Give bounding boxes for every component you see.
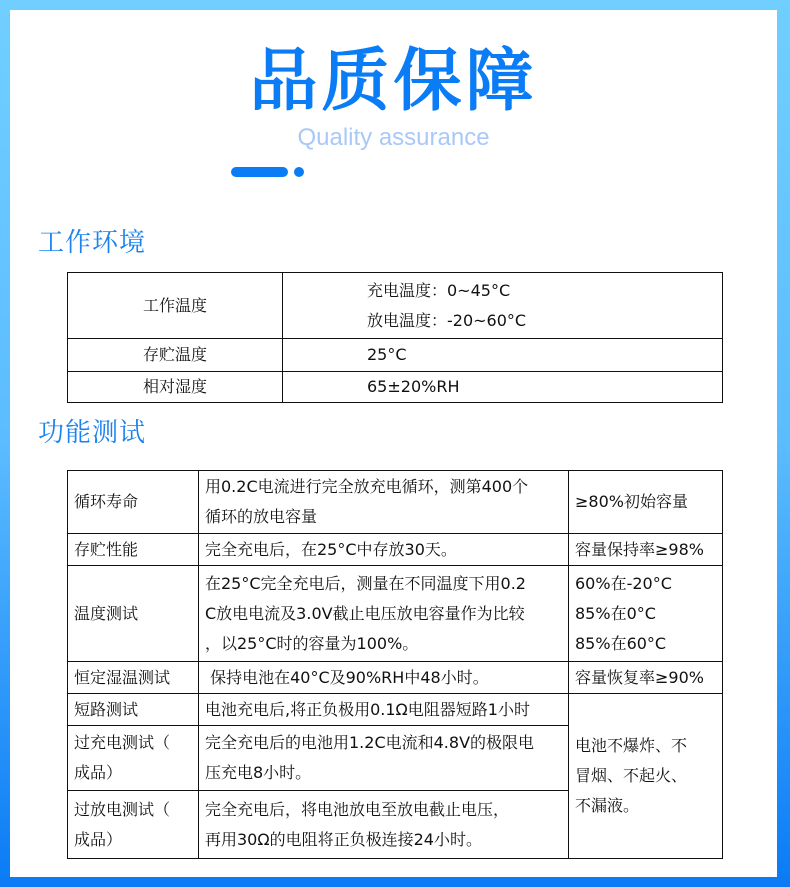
test-result: 容量恢复率≥90% — [569, 662, 723, 694]
test-item: 短路测试 — [68, 694, 199, 726]
env-value — [283, 273, 723, 339]
env-value: 65±20%RH — [283, 372, 723, 403]
test-item: 恒定湿温测试 — [68, 662, 199, 694]
result-line: 85%在60°C — [575, 633, 667, 653]
test-method: 保持电池在40°C及90%RH中48小时。 — [199, 662, 569, 694]
env-value: 25°C — [283, 339, 723, 372]
test-result — [569, 566, 723, 662]
working-environment-table — [67, 272, 723, 403]
method-line: 压充电8小时。 — [205, 763, 312, 782]
test-item — [68, 791, 199, 859]
table-row — [68, 694, 723, 726]
test-item: 存贮性能 — [68, 534, 199, 566]
method-line: 完全充电后，将电池放电至放电截止电压， — [205, 799, 510, 819]
test-method — [199, 471, 569, 534]
function-tests-table — [67, 470, 723, 859]
method-line: 再用30Ω的电阻将正负极连接24小时。 — [205, 829, 482, 849]
page-title: 品质保障 — [249, 42, 538, 121]
method-line: 用0.2C电流进行完全放充电循环，测第400个 — [205, 477, 529, 496]
item-line: 过充电测试（ — [74, 733, 171, 752]
safety-result — [569, 694, 723, 859]
test-method: 电池充电后,将正负极用0.1Ω电阻器短路1小时 — [199, 694, 569, 726]
decorative-dot — [294, 167, 304, 177]
table-row — [68, 534, 723, 566]
test-result: 容量保持率≥98% — [569, 534, 723, 566]
table-row — [68, 273, 723, 339]
test-method — [199, 726, 569, 791]
test-item — [68, 726, 199, 791]
env-label: 工作温度 — [68, 273, 283, 339]
test-method: 完全充电后，在25°C中存放30天。 — [199, 534, 569, 566]
method-line: 在25°C完全充电后，测量在不同温度下用0.2 — [205, 573, 526, 593]
section-heading-working-environment: 工作环境 — [38, 228, 147, 258]
method-line: C放电电流及3.0V截止电压放电容量作为比较 — [205, 603, 525, 623]
decorative-bar — [231, 167, 288, 177]
page-content — [10, 10, 777, 877]
env-value-line: 放电温度：-20~60°C — [367, 310, 527, 330]
method-line: 完全充电后的电池用1.2C电流和4.8V的极限电 — [205, 733, 535, 752]
env-label: 存贮温度 — [68, 339, 283, 372]
table-row — [68, 339, 723, 372]
test-method — [199, 791, 569, 859]
method-line: ，以25°C时的容量为100%。 — [205, 633, 419, 653]
table-row — [68, 372, 723, 403]
item-line: 成品） — [74, 829, 123, 849]
result-line: 85%在0°C — [575, 603, 656, 623]
section-heading-function-tests: 功能测试 — [38, 418, 147, 448]
env-label: 相对湿度 — [68, 372, 283, 403]
method-line: 循环的放电容量 — [205, 507, 318, 526]
page-subtitle: Quality assurance — [297, 124, 490, 151]
result-line: 不漏液。 — [575, 796, 640, 815]
result-line: 冒烟、不起火、 — [575, 766, 688, 785]
table-row — [68, 471, 723, 534]
test-item: 温度测试 — [68, 566, 199, 662]
table-row — [68, 566, 723, 662]
item-line: 过放电测试（ — [74, 799, 171, 819]
test-method — [199, 566, 569, 662]
item-line: 成品） — [74, 763, 123, 782]
table-row — [68, 662, 723, 694]
result-line: 电池不爆炸、不 — [575, 736, 688, 755]
test-result: ≥80%初始容量 — [569, 471, 723, 534]
result-line: 60%在-20°C — [575, 573, 672, 593]
env-value-line: 充电温度：0~45°C — [367, 280, 511, 300]
test-item: 循环寿命 — [68, 471, 199, 534]
